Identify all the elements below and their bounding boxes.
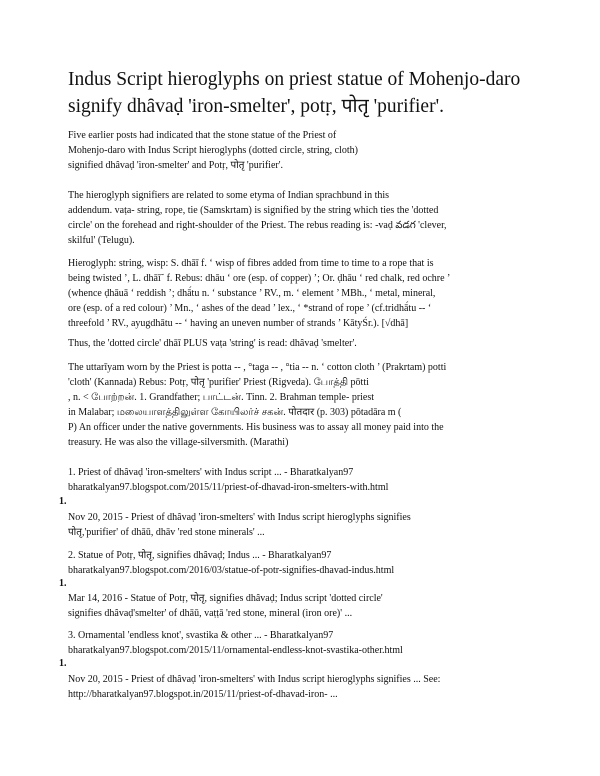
text-line: treasury. He was also the village-silversmith. (Marathi) <box>68 437 289 448</box>
text-line: being twisted ’, L. dhāī˜ f. Rebus: dhāu ‘ ore (esp. of copper) ’; Or. ḍhāu ‘ red chalk, red ochre ’ <box>68 273 451 284</box>
result-snippet-line: पोतृ,'purifier' of dhāū, dhāv 'red stone minerals' ... <box>68 527 265 538</box>
dotted-circle-paragraph <box>68 336 548 351</box>
text-line: The uttarīyam worn by the Priest is potta -- , °taga -- , °tia -- n. ‘ cotton cloth ’ (Prakrtam) potti <box>68 362 447 373</box>
result-url[interactable]: bharatkalyan97.blogspot.com/2015/11/priest-of-dhavad-iron-smelters-with.html <box>68 482 389 493</box>
result-snippet-line: Mar 14, 2016 - Statue of Potṛ, पोतृ, signifies dhȃvaḍ; Indus script 'dotted circle' <box>68 593 383 604</box>
text-line: The hieroglyph signifiers are related to some etyma of Indian sprachbund in this <box>68 190 390 201</box>
result-title[interactable]: 2. Statue of Potṛ, पोतृ, signifies dhȃvaḍ; Indus ... - Bharatkalyan97 <box>68 550 332 561</box>
text-line: 'cloth' (Kannada) Rebus: Potṛ, पोतृ 'purifier' Priest (Rigveda). போத்தி pōtti <box>68 377 369 388</box>
text-line: Mohenjo-daro with Indus Script hieroglyphs (dotted circle, string, cloth) <box>68 145 358 156</box>
page-title <box>68 66 548 120</box>
result-title[interactable]: 1. Priest of dhȃvaḍ 'iron-smelters' with Indus script ... - Bharatkalyan97 <box>68 467 354 478</box>
title-line-1: Indus Script hieroglyphs on priest statue of Mohenjo-daro <box>68 69 521 90</box>
uttariyam-paragraph <box>68 360 548 450</box>
result-snippet-line: Nov 20, 2015 - Priest of dhȃvaḍ 'iron-smelters' with Indus script hieroglyphs signifies <box>68 512 411 523</box>
result-snippet-line: signifies dhȃvaḍ'smelter' of dhāū, vaṭṭā 'red stone, mineral (iron ore)' ... <box>68 608 353 619</box>
text-line: Hieroglyph: string, wisp: S. dhāī f. ‘ wisp of fibres added from time to time to a rope that is <box>68 258 434 269</box>
search-result-3 <box>68 628 548 658</box>
result-url[interactable]: bharatkalyan97.blogspot.com/2016/03/statue-of-potr-signifies-dhavad-indus.html <box>68 565 395 576</box>
result-title[interactable]: 3. Ornamental 'endless knot', svastika & other ... - Bharatkalyan97 <box>68 630 334 641</box>
result-url[interactable]: bharatkalyan97.blogspot.com/2015/11/ornamental-endless-knot-svastika-other.html <box>68 645 403 656</box>
result-snippet-line: Nov 20, 2015 - Priest of dhȃvaḍ 'iron-smelters' with Indus script hieroglyphs signifies ... See: <box>68 674 441 685</box>
text-line: (whence ḍhāuā ‘ reddish ’; dhā́tu n. ‘ substance ’ RV., m. ‘ element ’ MBh., ‘ metal, mineral, <box>68 288 436 299</box>
text-line: Five earlier posts had indicated that the stone statue of the Priest of <box>68 130 337 141</box>
text-line: ore (esp. of a red colour) ’ Mn., ‘ ashes of the dead ’ lex., ‘ *strand of rope ’ (cf.tridhā́tu -- ‘ <box>68 303 432 314</box>
result-snippet-line: http://bharatkalyan97.blogspot.in/2015/11/priest-of-dhavad-iron- ... <box>68 689 338 700</box>
intro-paragraph <box>68 128 548 173</box>
text-line: Thus, the 'dotted circle' dhāī PLUS vaṭa 'string' is read: dhȃvaḍ 'smelter'. <box>68 338 357 349</box>
result-marker: 1. <box>59 578 67 589</box>
search-result-3-snippet <box>68 672 548 702</box>
search-result-2 <box>68 548 548 578</box>
title-line-2: signify dhȃvaḍ 'iron-smelter', potṛ, पोतृ 'purifier'. <box>68 96 444 117</box>
search-result-2-snippet <box>68 591 548 621</box>
text-line: P) An officer under the native governments. His business was to assay all money paid into the <box>68 422 444 433</box>
search-result-1-snippet <box>68 510 548 540</box>
text-line: circle' on the forehead and right-shoulder of the Priest. The rebus reading is: -vaḍ వడగ 'clever, <box>68 220 447 231</box>
text-line: addendum. vaṭa- string, rope, tie (Samskrtam) is signified by the string which ties the 'dotted <box>68 205 439 216</box>
text-line: , n. < போற்றன். 1. Grandfather; பாட்டன். Tinn. 2. Brahman temple- priest <box>68 392 375 403</box>
hieroglyph-paragraph <box>68 256 548 331</box>
text-line: in Malabar; மலையாளத்திலுள்ள கோயிலர்ச் சகன். पोतदार (p. 303) pōtadāra m ( <box>68 407 402 418</box>
text-line: signified dhȃvaḍ 'iron-smelter' and Potṛ, पोतृ 'purifier'. <box>68 160 284 171</box>
result-marker: 1. <box>59 496 67 507</box>
result-marker: 1. <box>59 658 67 669</box>
text-line: threefold ’ RV., ayugdhātu -- ‘ having an uneven number of strands ’ KātyŚr.). [√dhā] <box>68 318 409 329</box>
search-result-1 <box>68 465 548 495</box>
addendum-paragraph <box>68 188 548 248</box>
text-line: skilful' (Telugu). <box>68 235 135 246</box>
